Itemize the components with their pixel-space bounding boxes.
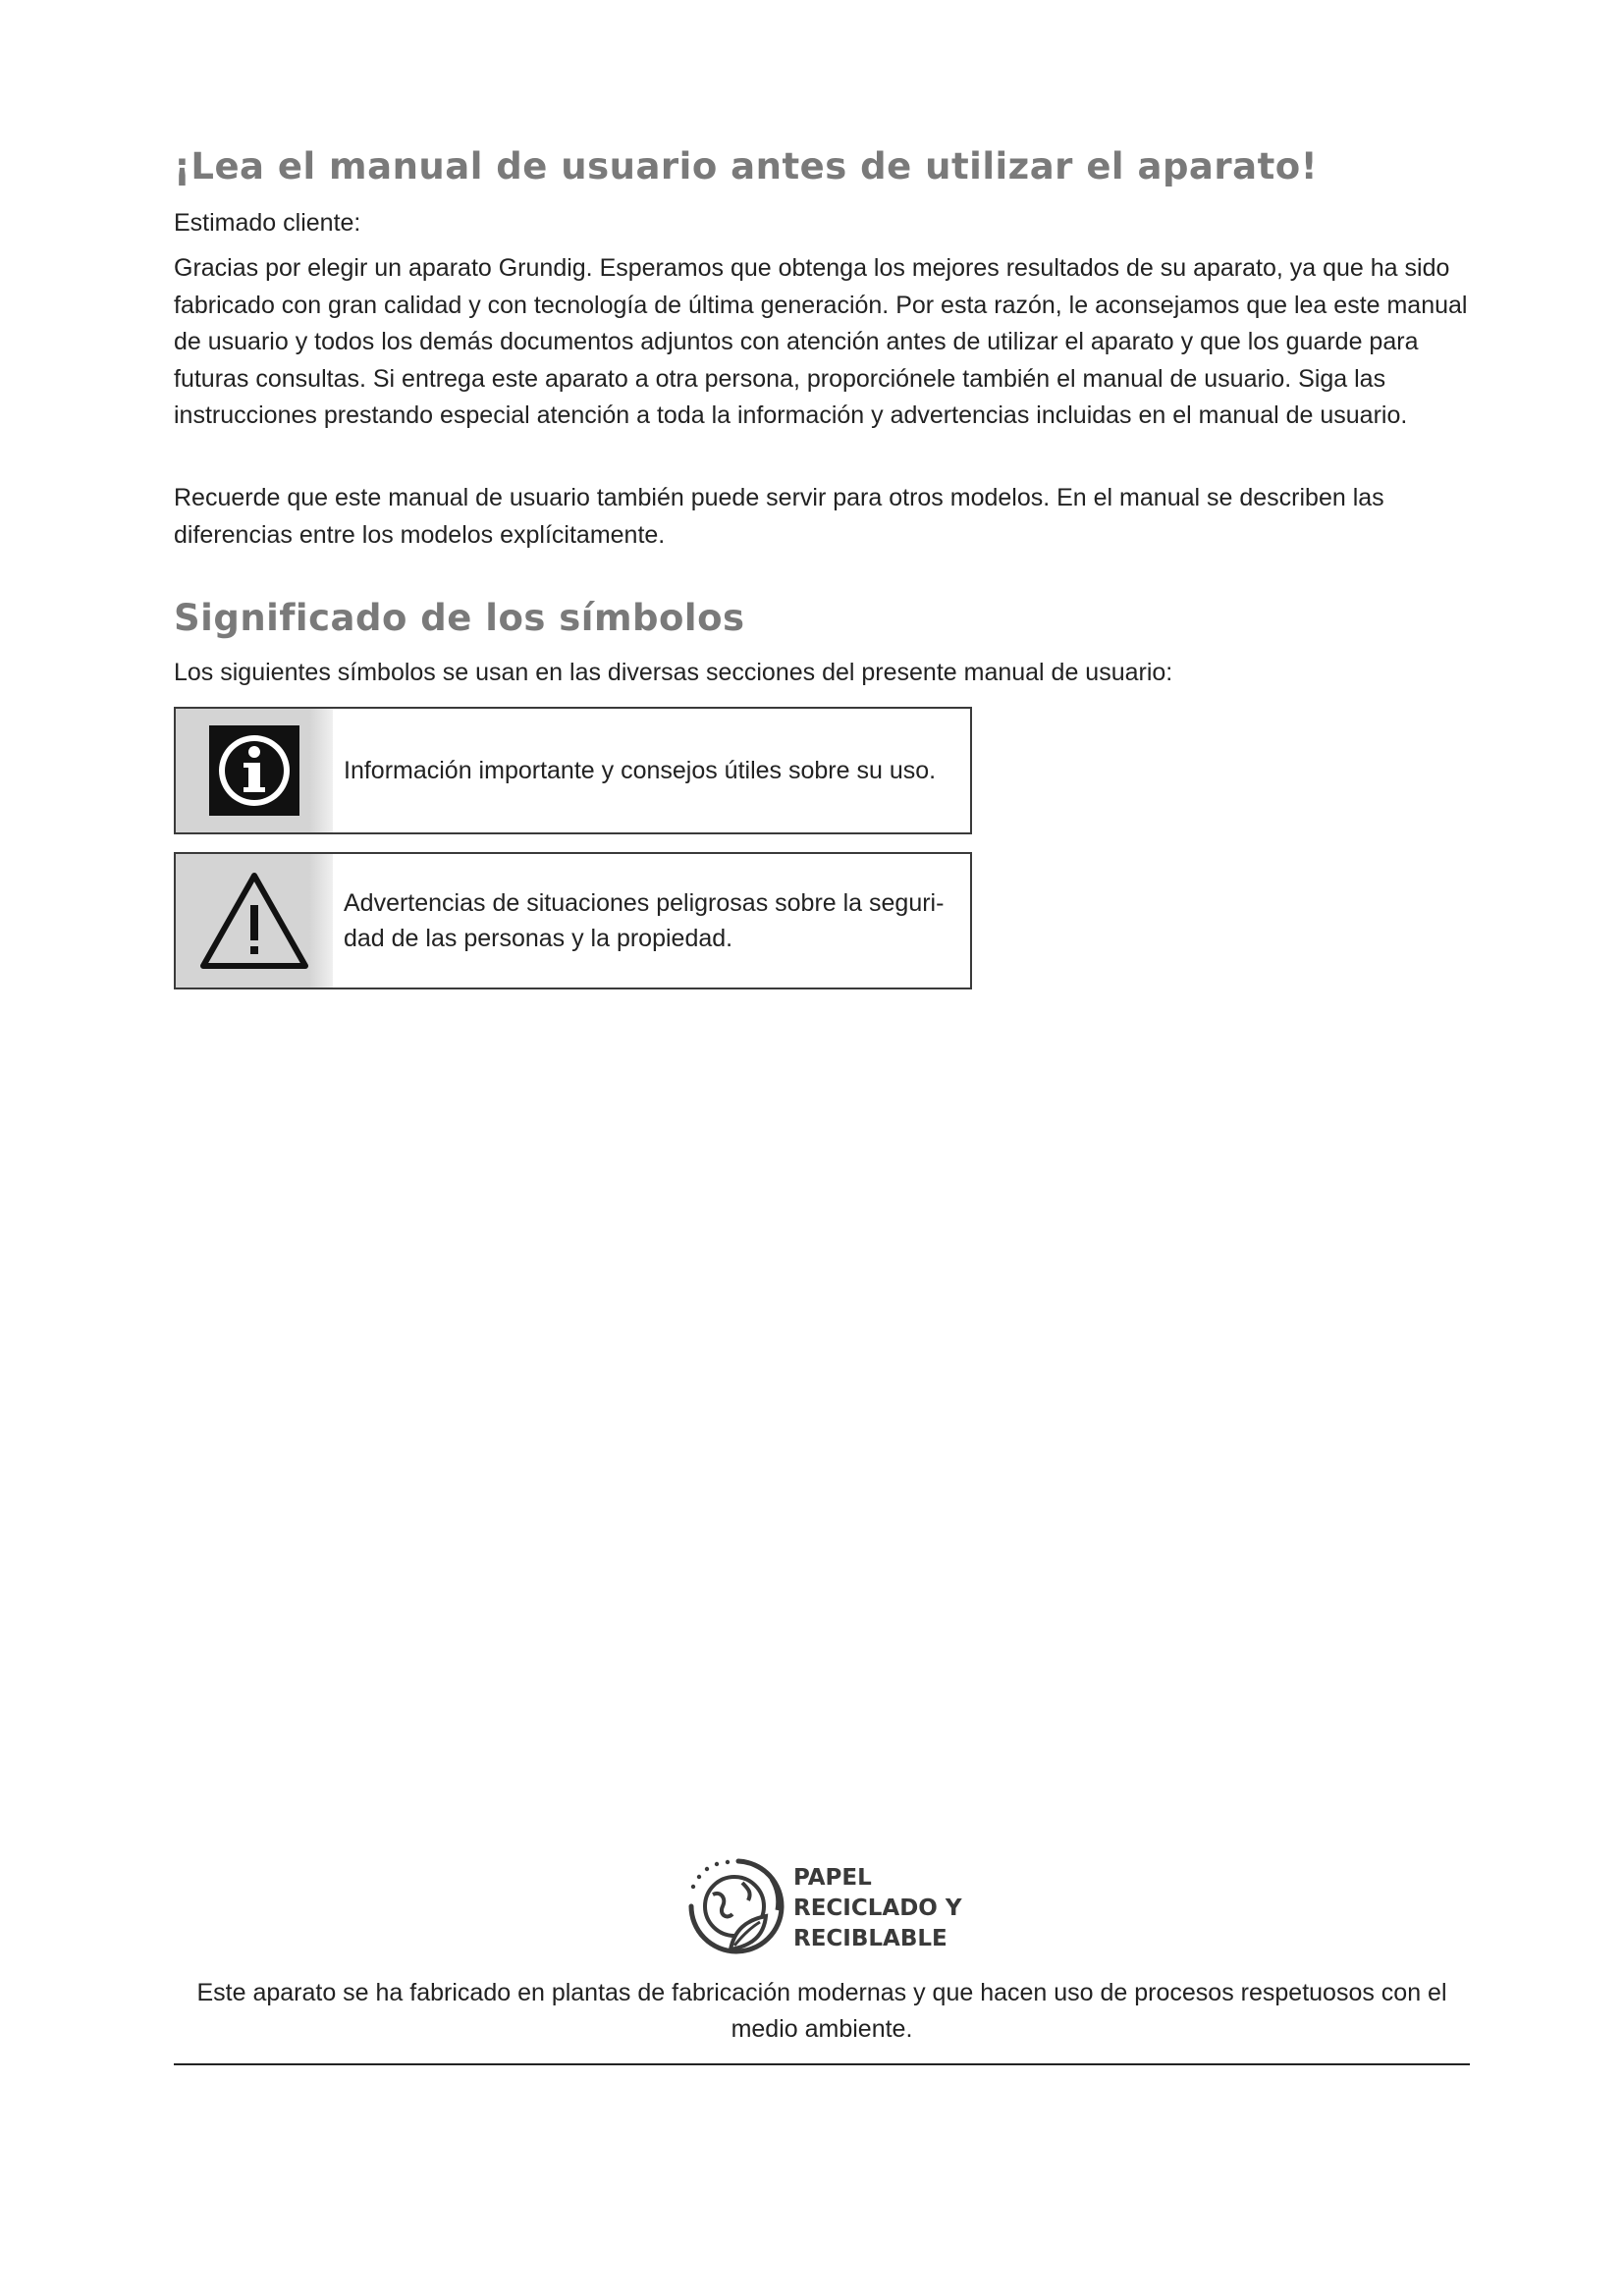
symbol-box-warning bbox=[174, 852, 972, 989]
symbols-intro-text: Los siguientes símbolos se usan en las diversas secciones del presente manual de usuario: bbox=[174, 659, 1173, 686]
symbol-box-info bbox=[174, 707, 972, 834]
recycled-paper-badge bbox=[683, 1851, 978, 1959]
footer-divider bbox=[174, 2063, 1470, 2065]
intro-paragraph: Gracias por elegir un aparato Grundig. Esperamos que obtenga los mejores resultados de su aparato, ya que ha sido fabricado con gran calidad y con tecnología de última generación. Por esta razón, le aconsejamos que lea este manual de usuario y todos los demás documentos adjuntos con atención antes de utilizar el aparato y que los guarde para futuras consultas. Si entrega este aparato a otra persona, proporciónele también el manual de usuario. Siga las instrucciones prestando especial atención a toda la información y advertencias incluidas en el manual de usuario. bbox=[174, 254, 1468, 429]
badge-text-line: RECICLADO Y bbox=[793, 1896, 962, 1921]
models-note-paragraph: Recuerde que este manual de usuario también puede servir para otros modelos. En el manual se describen las diferencias entre los modelos explícitamente. bbox=[174, 484, 1384, 549]
main-heading: ¡Lea el manual de usuario antes de utilizar el aparato! bbox=[174, 145, 1319, 187]
info-icon bbox=[209, 725, 299, 816]
warning-triangle-icon bbox=[197, 870, 311, 972]
badge-text-line: PAPEL bbox=[793, 1865, 872, 1891]
recycled-paper-globe-leaf-icon bbox=[683, 1855, 785, 1957]
symbol-icon-cell bbox=[176, 854, 333, 988]
symbols-heading: Significado de los símbolos bbox=[174, 597, 745, 639]
greeting-text: Estimado cliente: bbox=[174, 209, 361, 237]
badge-text-line: RECIBLABLE bbox=[793, 1926, 947, 1951]
symbol-description: Advertencias de situaciones peligrosas sobre la seguri-dad de las personas y la propiedad. bbox=[344, 889, 945, 952]
symbol-icon-cell bbox=[176, 709, 333, 832]
symbol-description: Información importante y consejos útiles sobre su uso. bbox=[344, 757, 937, 784]
footer-text: Este aparato se ha fabricado en plantas de fabricación modernas y que hacen uso de procesos respetuosos con el medio ambiente. bbox=[196, 1979, 1447, 2043]
